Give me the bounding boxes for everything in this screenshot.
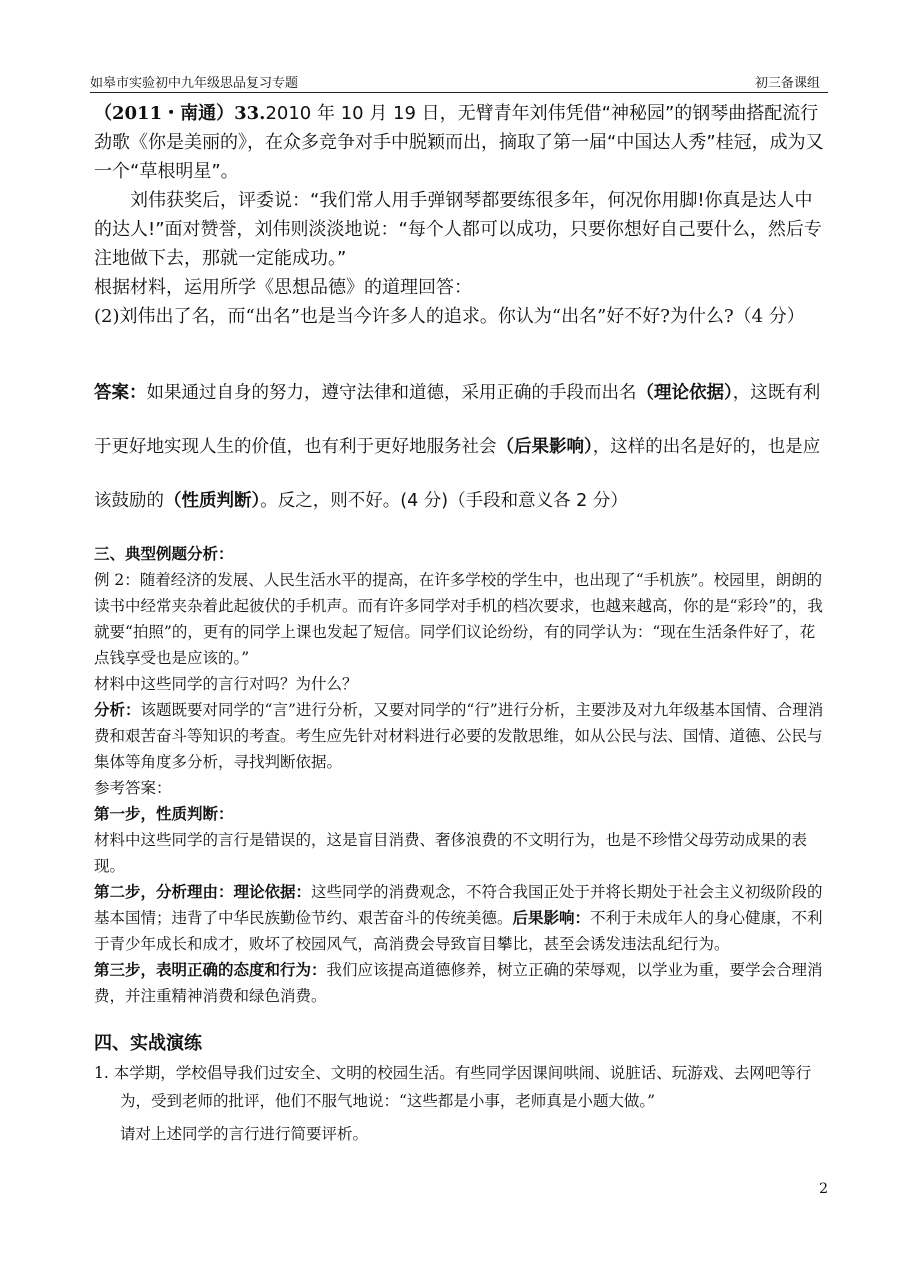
step-1-text: 材料中这些同学的言行是错误的，这是盲目消费、奢侈浪费的不文明行为，也是不珍惜父母劳动成果的表现。: [94, 831, 808, 875]
answer-text-1: 如果通过自身的努力，遵守法律和道德，采用正确的手段而出名: [146, 383, 637, 403]
question-number: 33.: [234, 103, 266, 124]
step-1-label: [94, 801, 829, 827]
answer-label: 答案：: [94, 383, 147, 403]
step-2-key-2: 后果影响：: [512, 908, 591, 927]
answer-block: [94, 366, 829, 528]
example-question: 材料中这些同学的言行对吗？为什么？: [94, 675, 358, 693]
question-intro: [94, 99, 829, 186]
section-3: [94, 541, 829, 1009]
reference-answer-label: 参考答案：: [94, 779, 172, 797]
page-number: 2: [819, 1181, 828, 1197]
answer-key-1: （理论依据）: [636, 383, 733, 403]
exercise-item-1: 1. 本学期，学校倡导我们过安全、文明的校园生活。有些同学因课间哄闹、说脏话、玩游戏、去网吧等行为，受到老师的批评，他们不服气地说：“这些都是小事，老师真是小题大做。”: [94, 1064, 812, 1110]
step-2-key-1: 理论依据：: [233, 882, 312, 901]
step-3-label: 第三步，表明正确的态度和行为：: [94, 960, 327, 979]
answer-key-3: （性质判断）: [164, 491, 261, 511]
analysis-label: 分析：: [94, 700, 141, 719]
question-block: [94, 99, 829, 331]
header-title: 如皋市实验初中九年级思品复习专题: [90, 76, 299, 91]
question-source: （2011・南通）: [94, 103, 235, 124]
step-3: [94, 957, 829, 1009]
step-2-label: 第二步，分析理由：: [94, 882, 234, 901]
answer-text-4: 。反之，则不好。(4 分)（手段和意义各 2 分）: [260, 491, 628, 511]
analysis-text: 该题既要对同学的“言”进行分析，又要对同学的“行”进行分析，主要涉及对九年级基本国情、合理消费和艰苦奋斗等知识的考查。考生应先针对材料进行必要的发散思维，如从公民与法、国情、道德、公民与集体等角度多分析，寻找判断依据。: [94, 701, 824, 771]
analysis: [94, 697, 829, 775]
section-4-title: 四、实战演练: [94, 1033, 202, 1054]
step-2-text-1: 这些同学的消费观念，不符合我国正处于并将长期处于社会主义初级阶段的基本国情；违背了中华民族勤俭节约、艰苦奋斗的传统美德。: [94, 883, 823, 927]
example-text: 例 2：随着经济的发展、人民生活水平的提高，在许多学校的学生中，也出现了“手机族”。校园里，朗朗的读书中经常夹杂着此起彼伏的手机声。而有许多同学对手机的档次要求，也越来越高，你的是“彩玲”的，我就要“拍照”的，更有的同学上课也发起了短信。同学们议论纷纷，有的同学认为：“现在生活条件好了，花点钱享受也是应该的。”: [94, 571, 823, 667]
section-4: [94, 1029, 829, 1147]
page-header: [90, 72, 828, 93]
section-3-heading: 三、典型例题分析：: [94, 544, 234, 563]
answer-key-2: （后果影响）: [496, 437, 593, 457]
step-3-text: 我们应该提高道德修养，树立正确的荣辱观，以学业为重，要学会合理消费，并注重精神消费和绿色消费。: [94, 961, 823, 1005]
sub-question: (2)刘伟出了名，而“出名”也是当今许多人的追求。你认为“出名”好不好?为什么?（4 分）: [94, 306, 805, 327]
step-1-heading: 第一步，性质判断：: [94, 804, 234, 823]
step-2-text-2: 不利于未成年人的身心健康，不利于青少年成长和成才，败坏了校园风气，高消费会导致盲目攀比，甚至会诱发违法乱纪行为。: [94, 909, 823, 953]
answer-text-2: ，这既有利于更好地实现人生的价值，也有利于更好地服务社会: [94, 383, 821, 457]
step-2: [94, 879, 829, 957]
exercise-item-1-prompt: 请对上述同学的言行进行简要评析。: [120, 1125, 369, 1143]
question-paragraph-2: 刘伟获奖后，评委说：“我们常人用手弹钢琴都要练很多年，何况你用脚!你真是达人中的达人!”面对赞誉，刘伟则淡淡地说：“每个人都可以成功，只要你想好自己要什么，然后专注地做下去，那就一定能成功。”: [94, 190, 822, 269]
answer-text-3: ，这样的出名是好的，也是应该鼓励的: [94, 437, 821, 511]
question-prompt: 根据材料，运用所学《思想品德》的道理回答：: [94, 277, 472, 298]
header-group: 初三备课组: [754, 76, 820, 91]
section-3-title: [94, 541, 829, 567]
question-text: 2010 年 10 月 19 日，无臂青年刘伟凭借“神秘园”的钢琴曲搭配流行劲歌《你是美丽的》，在众多竞争对手中脱颖而出，摘取了第一届“中国达人秀”桂冠，成为又一个“草根明星”。: [94, 103, 824, 182]
